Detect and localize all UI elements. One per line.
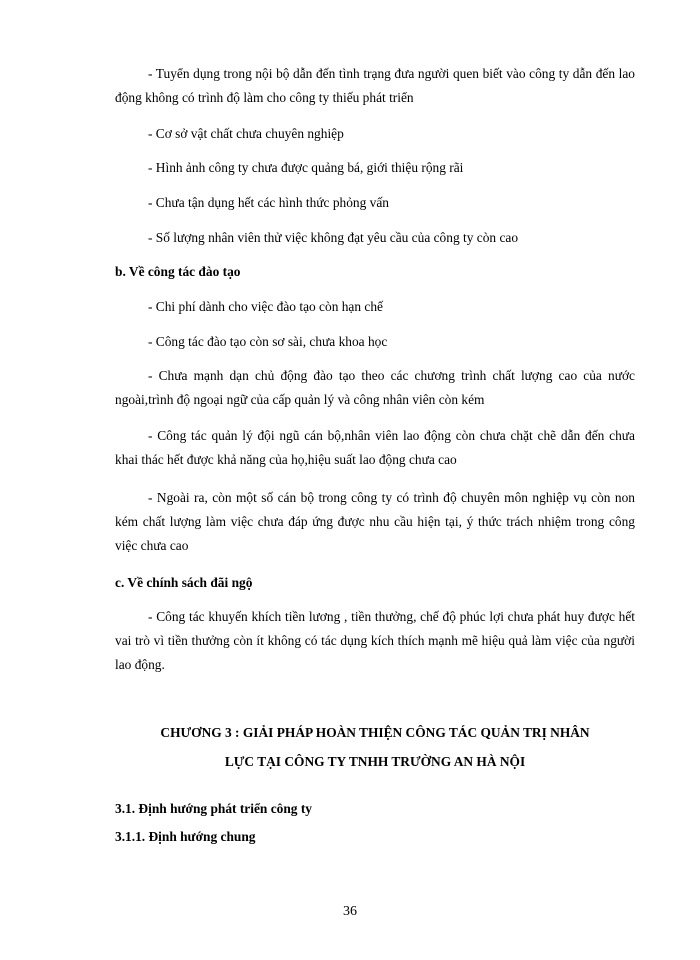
section-heading-3-1-1: 3.1.1. Định hướng chung (115, 829, 256, 844)
recruitment-issue-2: - Cơ sở vật chất chưa chuyên nghiệp (148, 126, 344, 141)
page-number: 36 (343, 904, 357, 919)
compensation-item-1: - Công tác khuyến khích tiền lương , tiền thưởng, chế độ phúc lợi chưa phát huy được hết vai trò vì tiền thưởng còn ít không có tác dụng kích thích mạnh mẽ hiệu quả làm việc của người lao động. (115, 609, 635, 672)
training-item-1: - Chi phí dành cho việc đào tạo còn hạn chế (148, 299, 384, 314)
recruitment-issue-3: - Hình ảnh công ty chưa được quảng bá, giới thiệu rộng rãi (148, 160, 464, 175)
section-heading-3-1: 3.1. Định hướng phát triển công ty (115, 801, 312, 816)
compensation-heading: c. Về chính sách đãi ngộ (115, 575, 253, 590)
training-heading: b. Về công tác đào tạo (115, 264, 241, 279)
recruitment-issue-4: - Chưa tận dụng hết các hình thức phỏng vấn (148, 195, 389, 210)
recruitment-issue-5: - Số lượng nhân viên thử việc không đạt yêu cầu của công ty còn cao (148, 230, 519, 245)
chapter-title-line-1: CHƯƠNG 3 : GIẢI PHÁP HOÀN THIỆN CÔNG TÁC QUẢN TRỊ NHÂN (160, 725, 590, 740)
training-item-2: - Công tác đào tạo còn sơ sài, chưa khoa học (148, 334, 388, 349)
training-item-5: - Ngoài ra, còn một số cán bộ trong công ty có trình độ chuyên môn nghiệp vụ còn non kém chất lượng làm việc chưa đáp ứng được nhu cầu hiện tại, ý thức trách nhiệm trong công việc chưa cao (115, 490, 635, 553)
recruitment-issue-1: - Tuyển dụng trong nội bộ dẫn đến tình trạng đưa người quen biết vào công ty dẫn đến lao động không có trình độ làm cho công ty thiếu phát triển (115, 66, 635, 105)
chapter-title-line-2: LỰC TẠI CÔNG TY TNHH TRƯỜNG AN HÀ NỘI (224, 754, 526, 769)
training-item-3: - Chưa mạnh dạn chủ động đào tạo theo các chương trình chất lượng cao của nước ngoài,trình độ ngoại ngữ của cấp quản lý và công nhân viên còn kém (115, 368, 635, 407)
training-item-4: - Công tác quản lý đội ngũ cán bộ,nhân viên lao động còn chưa chặt chẽ dẫn đến chưa khai thác hết được khả năng của họ,hiệu suất lao động chưa cao (115, 428, 635, 467)
